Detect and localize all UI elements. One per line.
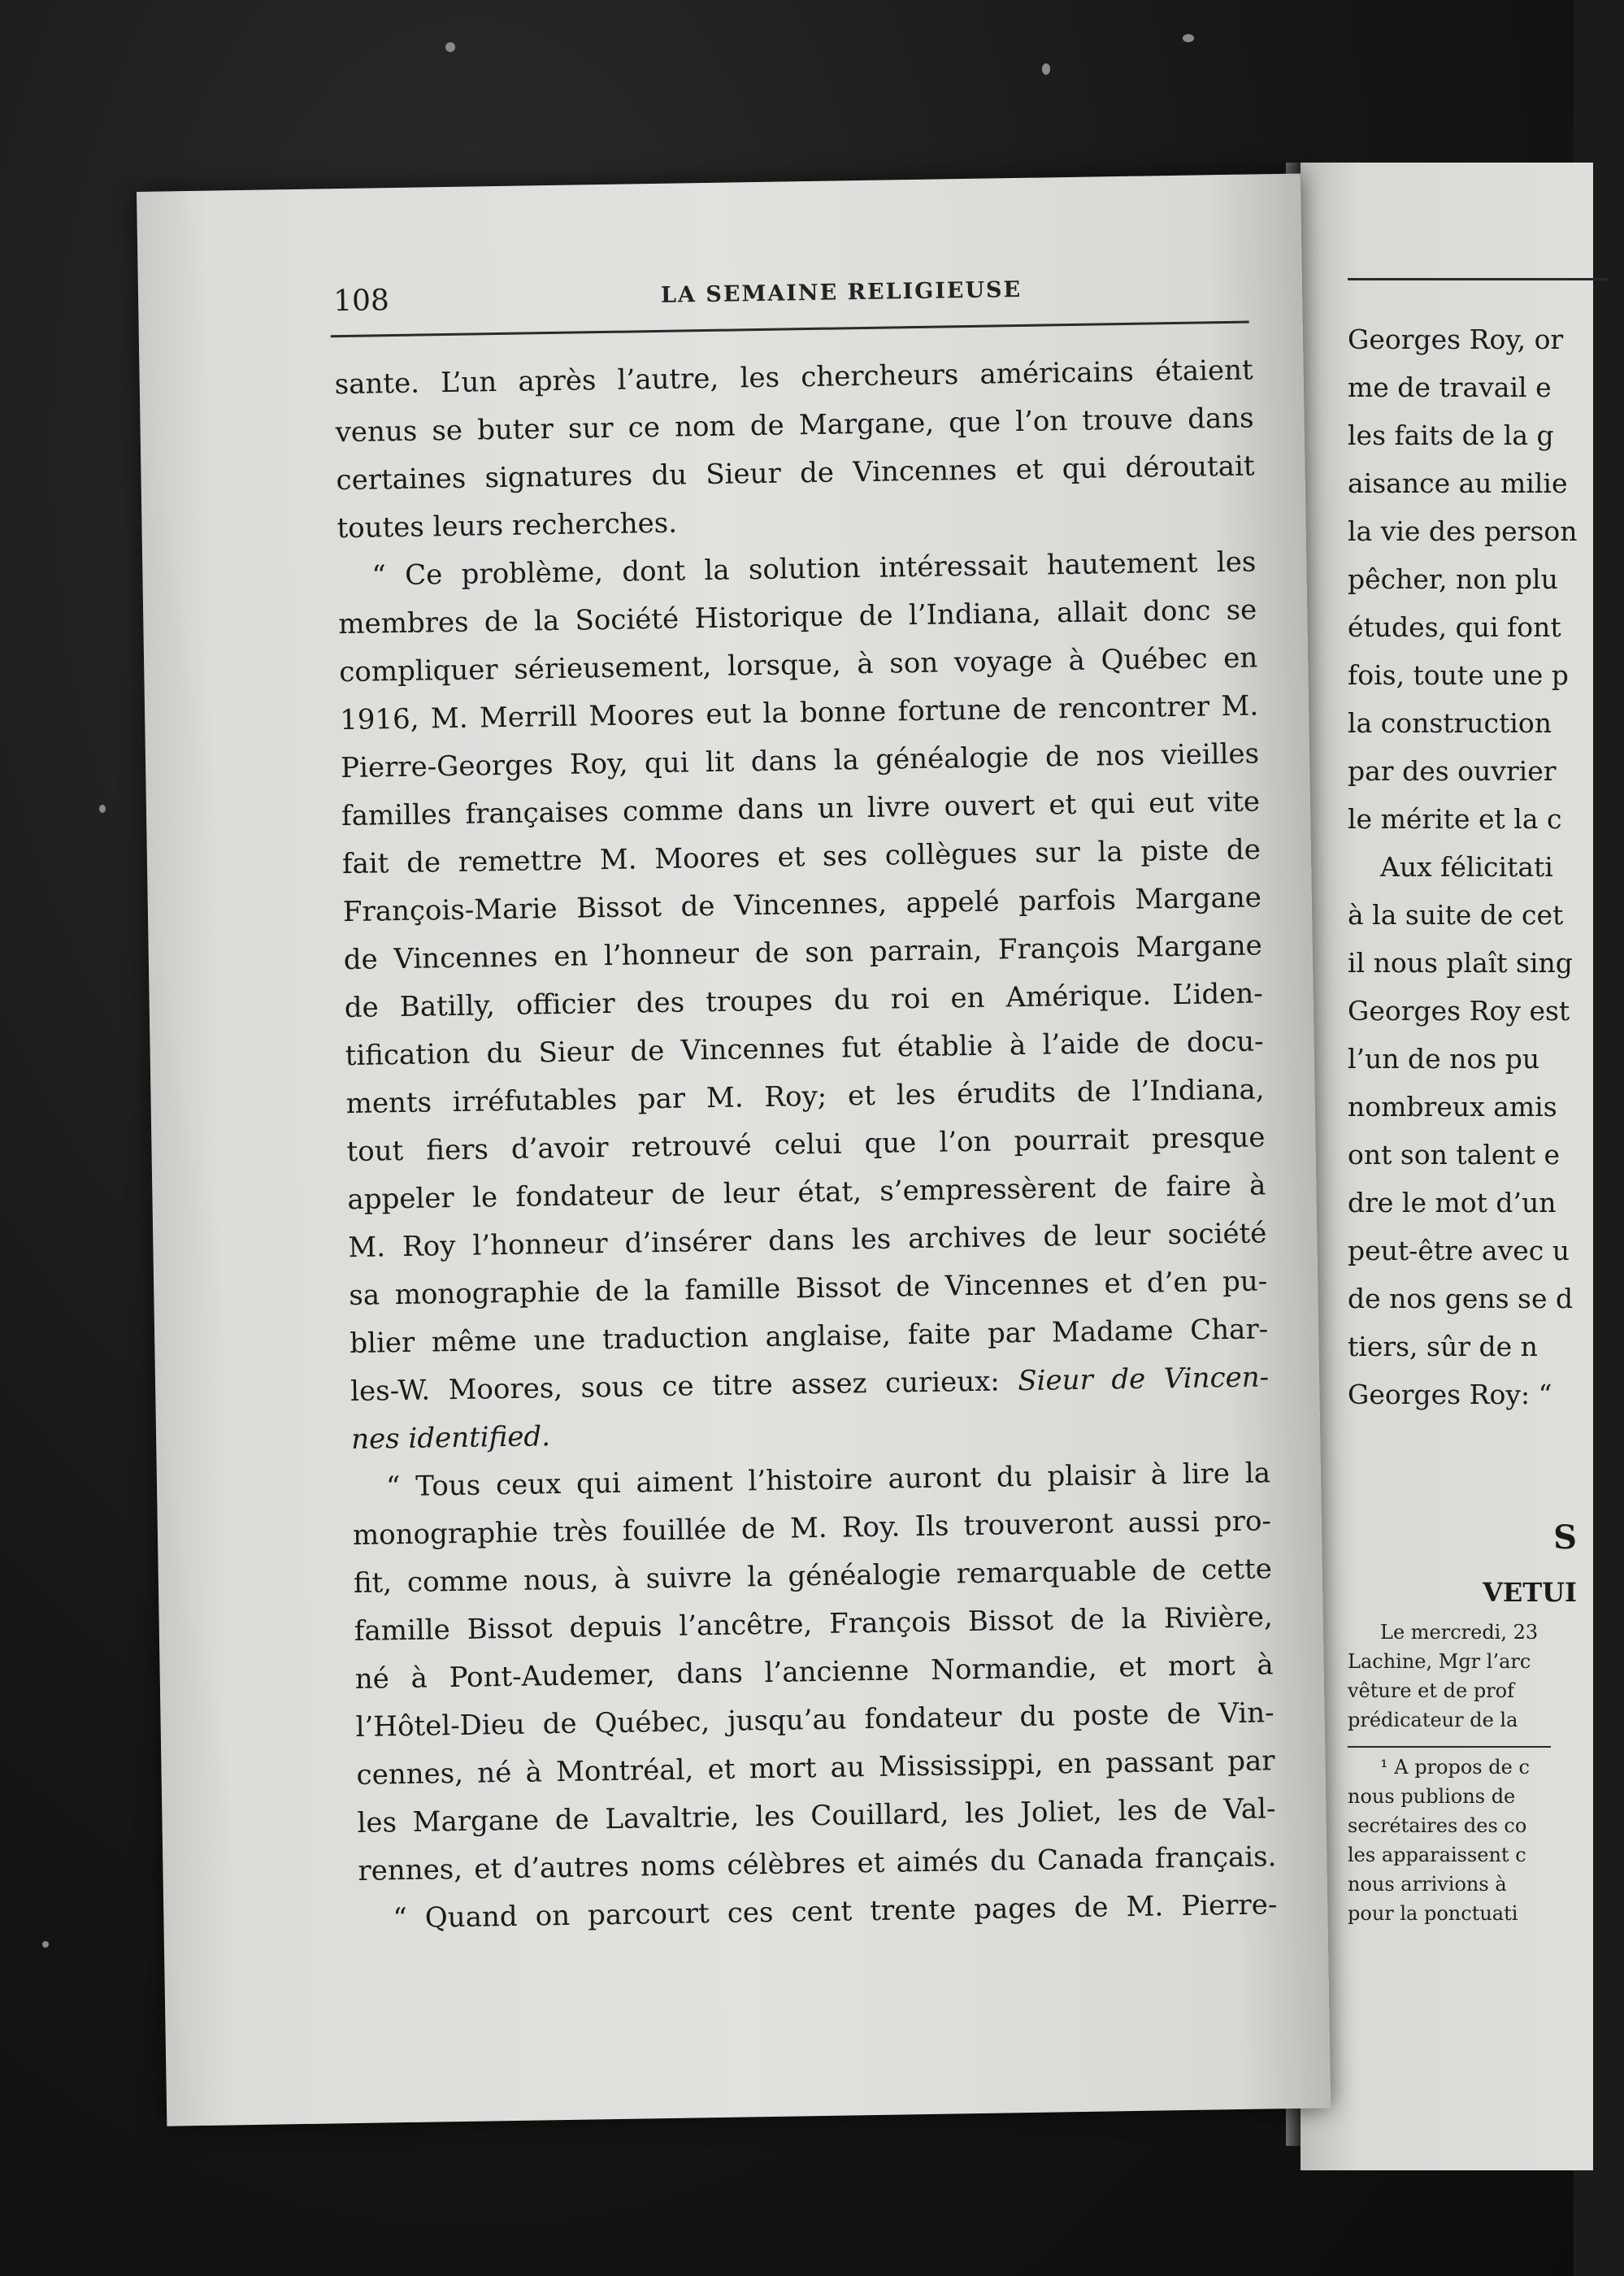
text-line-content: les-W. Moores, sous ce titre assez curieux: (350, 1365, 1018, 1409)
text-line-content: appeler le fondateur de leur état, s’empressèrent de faire à (347, 1169, 1266, 1217)
text-line: vêture et de prof (1348, 1679, 1515, 1702)
body-text (334, 346, 1277, 1944)
film-speck (1183, 34, 1194, 42)
running-head (333, 270, 1252, 317)
text-line-content: certaines signatures du Sieur de Vincennes et qui déroutait (336, 450, 1255, 497)
right-header-rule (1348, 278, 1608, 280)
text-line-content: familles françaises comme dans un livre ouvert et qui eut vite (341, 785, 1261, 833)
text-line-content: compliquer sérieusement, lorsque, à son voyage à Québec en (339, 641, 1258, 689)
header-rule (331, 321, 1249, 338)
film-speck (42, 1941, 49, 1948)
text-line: Georges Roy: “ (1348, 1379, 1552, 1410)
text-line-content: fit, comme nous, à suivre la généalogie remarquable de cette (353, 1553, 1273, 1601)
footnote-rule (1348, 1746, 1551, 1748)
text-line-content: “ Tous ceux qui aiment l’histoire auront du plaisir à lire la (385, 1457, 1271, 1504)
text-line-content: “ Ce problème, dont la solution intéressait hautement les (371, 545, 1257, 593)
italic-title: nes identified. (350, 1420, 551, 1457)
text-line: me de travail e (1348, 371, 1552, 403)
text-line: la construction (1348, 707, 1552, 739)
text-line-content: les Margane de Lavaltrie, les Couillard, les Joliet, les de Val- (357, 1792, 1276, 1839)
section-letter: S (1553, 1518, 1577, 1557)
text-line: nous arrivions à (1348, 1873, 1507, 1896)
text-line: tiers, sûr de n (1348, 1331, 1538, 1362)
text-line: peut-être avec u (1348, 1235, 1570, 1266)
text-line: nombreux amis (1348, 1091, 1557, 1123)
text-line-content: famille Bissot depuis l’ancêtre, François Bissot de la Rivière, (354, 1601, 1274, 1648)
text-line-content: sante. L’un après l’autre, les chercheurs américains étaient (334, 354, 1253, 402)
film-speck (1042, 63, 1050, 75)
text-line-content: l’Hôtel-Dieu de Québec, jusqu’au fondateur du poste de Vin- (355, 1696, 1274, 1744)
text-line: de nos gens se d (1348, 1283, 1574, 1314)
text-line-content: cennes, né à Montréal, et mort au Mississippi, en passant par (356, 1744, 1275, 1792)
text-line-content: blier même une traduction anglaise, faite par Madame Char- (349, 1313, 1269, 1361)
text-line: Lachine, Mgr l’arc (1348, 1650, 1531, 1673)
text-line: les apparaissent c (1348, 1844, 1526, 1866)
text-line: il nous plaît sing (1348, 947, 1573, 979)
text-line: études, qui font (1348, 611, 1561, 643)
text-line: pour la ponctuati (1348, 1902, 1518, 1925)
page-number: 108 (332, 284, 390, 319)
text-line: Aux félicitati (1380, 851, 1553, 883)
right-page (1301, 163, 1593, 2170)
text-line-content: ments irréfutables par M. Roy; et les érudits de l’Indiana, (345, 1073, 1265, 1121)
text-line: dre le mot d’un (1348, 1187, 1557, 1218)
text-line: l’un de nos pu (1348, 1043, 1540, 1075)
text-line-content: membres de la Société Historique de l’Indiana, allait donc se (338, 593, 1257, 641)
text-line-content: M. Roy l’honneur d’insérer dans les archives de leur société (348, 1217, 1267, 1265)
section-subheading: VETUI (1483, 1577, 1577, 1608)
right-page-small-text (1348, 1618, 1624, 1735)
right-page-text (1348, 315, 1624, 1418)
text-line-content: tification du Sieur de Vincennes fut établie à l’aide de docu- (345, 1025, 1264, 1073)
text-line: par des ouvrier (1348, 755, 1557, 787)
text-line-content: toutes leurs recherches. (337, 506, 678, 545)
text-line-content: rennes, et d’autres noms célèbres et aimés du Canada français. (358, 1840, 1277, 1887)
text-line: Georges Roy, or (1348, 324, 1564, 355)
text-line-content: François-Marie Bissot de Vincennes, appelé parfois Margane (342, 881, 1262, 929)
text-line: ont son talent e (1348, 1139, 1560, 1171)
text-line: à la suite de cet (1348, 899, 1564, 931)
film-speck (445, 42, 455, 52)
text-line-content: né à Pont-Audemer, dans l’ancienne Normandie, et mort à (354, 1648, 1274, 1696)
text-line-content: de Batilly, officier des troupes du roi en Amérique. L’iden- (344, 977, 1263, 1025)
text-line-content: tout fiers d’avoir retrouvé celui que l’on pourrait presque (346, 1121, 1266, 1169)
text-line-content: Pierre-Georges Roy, qui lit dans la généalogie de nos vieilles (340, 737, 1260, 785)
text-line-content: de Vincennes en l’honneur de son parrain, François Margane (343, 929, 1263, 977)
right-page-footnote (1348, 1753, 1624, 1928)
text-line: secrétaires des co (1348, 1814, 1527, 1837)
italic-title: Sieur de Vincen- (1018, 1361, 1270, 1398)
text-line: prédicateur de la (1348, 1709, 1518, 1731)
film-speck (99, 805, 106, 813)
text-line-content: fait de remettre M. Moores et ses collègues sur la piste de (341, 833, 1261, 881)
text-line: nous publions de (1348, 1785, 1516, 1808)
left-page (137, 174, 1331, 2126)
text-line-content: sa monographie de la famille Bissot de Vincennes et d’en pu- (349, 1265, 1268, 1313)
text-line: fois, toute une p (1348, 659, 1569, 691)
running-head-title: LA SEMAINE RELIGIEUSE (660, 276, 1023, 308)
text-line: la vie des person (1348, 515, 1578, 547)
text-line-content: monographie très fouillée de M. Roy. Ils trouveront aussi pro- (352, 1505, 1272, 1553)
text-line-content: 1916, M. Merrill Moores eut la bonne fortune de rencontrer M. (339, 689, 1259, 737)
text-line: ¹ A propos de c (1380, 1756, 1530, 1779)
text-line: les faits de la g (1348, 419, 1554, 451)
text-line-content: venus se buter sur ce nom de Margane, que l’on trouve dans (335, 402, 1254, 450)
text-line-content: “ Quand on parcourt ces cent trente pages de M. Pierre- (393, 1888, 1278, 1935)
text-line: le mérite et la c (1348, 803, 1562, 835)
text-line: Le mercredi, 23 (1380, 1621, 1539, 1644)
text-line: Georges Roy est (1348, 995, 1570, 1027)
text-line: aisance au milie (1348, 467, 1568, 499)
text-line: pêcher, non plu (1348, 563, 1558, 595)
